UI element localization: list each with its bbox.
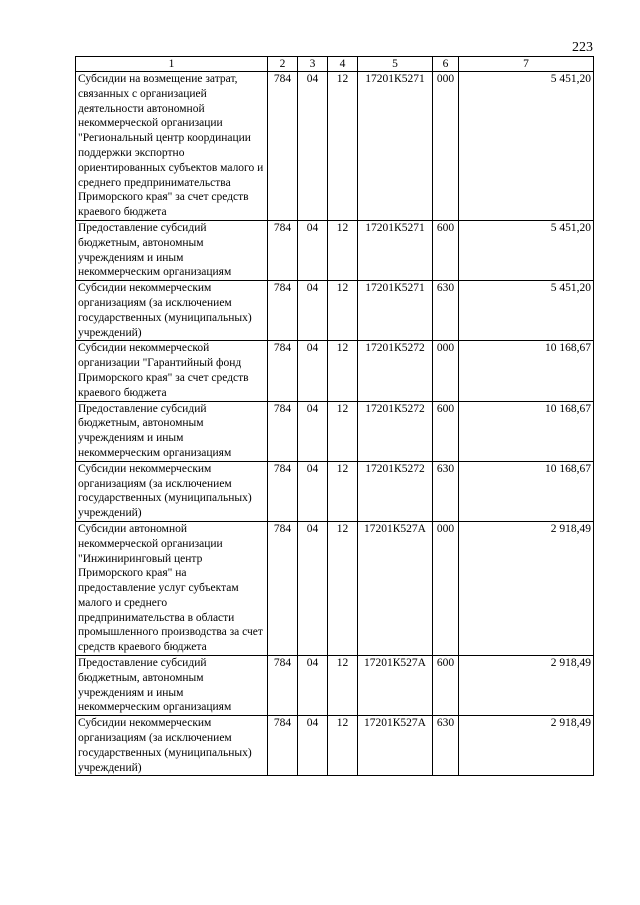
expense-type-code: 600 <box>433 401 459 461</box>
row-description: Предоставление субсидий бюджетным, автономным учреждениям и иным некоммерческим организациям <box>76 656 268 716</box>
section-code: 04 <box>298 401 328 461</box>
amount-value: 10 168,67 <box>459 341 594 401</box>
table-row <box>76 401 594 461</box>
target-article-code: 17201К527А <box>358 656 433 716</box>
amount-value: 5 451,20 <box>459 281 594 341</box>
ministry-code: 784 <box>268 656 298 716</box>
expense-type-code: 630 <box>433 281 459 341</box>
column-header-2: 2 <box>268 57 298 72</box>
subsection-code: 12 <box>328 656 358 716</box>
section-code: 04 <box>298 281 328 341</box>
target-article-code: 17201К5272 <box>358 461 433 521</box>
target-article-code: 17201К5271 <box>358 72 433 221</box>
target-article-code: 17201К5271 <box>358 220 433 280</box>
amount-value: 2 918,49 <box>459 521 594 655</box>
expense-type-code: 630 <box>433 716 459 776</box>
ministry-code: 784 <box>268 220 298 280</box>
subsection-code: 12 <box>328 716 358 776</box>
expense-type-code: 000 <box>433 72 459 221</box>
section-code: 04 <box>298 521 328 655</box>
table-row <box>76 281 594 341</box>
section-code: 04 <box>298 461 328 521</box>
amount-value: 10 168,67 <box>459 461 594 521</box>
ministry-code: 784 <box>268 521 298 655</box>
target-article-code: 17201К5271 <box>358 281 433 341</box>
amount-value: 5 451,20 <box>459 220 594 280</box>
row-description: Субсидии автономной некоммерческой организации "Инжиниринговый центр Приморского края" на предоставление услуг субъектам малого и среднего предпринимательства в области промышленного производства за счет средств краевого бюджета <box>76 521 268 655</box>
section-code: 04 <box>298 220 328 280</box>
budget-table <box>75 56 594 776</box>
row-description: Субсидии некоммерческим организациям (за исключением государственных (муниципальных) учреждений) <box>76 716 268 776</box>
column-header-4: 4 <box>328 57 358 72</box>
subsection-code: 12 <box>328 72 358 221</box>
amount-value: 10 168,67 <box>459 401 594 461</box>
amount-value: 5 451,20 <box>459 72 594 221</box>
subsection-code: 12 <box>328 220 358 280</box>
column-header-6: 6 <box>433 57 459 72</box>
subsection-code: 12 <box>328 341 358 401</box>
expense-type-code: 000 <box>433 341 459 401</box>
column-header-7: 7 <box>459 57 594 72</box>
section-code: 04 <box>298 72 328 221</box>
expense-type-code: 600 <box>433 220 459 280</box>
ministry-code: 784 <box>268 72 298 221</box>
subsection-code: 12 <box>328 521 358 655</box>
table-row <box>76 72 594 221</box>
subsection-code: 12 <box>328 281 358 341</box>
section-code: 04 <box>298 341 328 401</box>
page-number: 223 <box>572 40 593 55</box>
section-code: 04 <box>298 656 328 716</box>
table-header-row <box>76 57 594 72</box>
expense-type-code: 600 <box>433 656 459 716</box>
column-header-3: 3 <box>298 57 328 72</box>
ministry-code: 784 <box>268 716 298 776</box>
target-article-code: 17201К527А <box>358 716 433 776</box>
column-header-1: 1 <box>76 57 268 72</box>
expense-type-code: 000 <box>433 521 459 655</box>
amount-value: 2 918,49 <box>459 716 594 776</box>
table-row <box>76 656 594 716</box>
column-header-5: 5 <box>358 57 433 72</box>
table-row <box>76 461 594 521</box>
row-description: Предоставление субсидий бюджетным, автономным учреждениям и иным некоммерческим организациям <box>76 401 268 461</box>
table-row <box>76 220 594 280</box>
row-description: Предоставление субсидий бюджетным, автономным учреждениям и иным некоммерческим организациям <box>76 220 268 280</box>
row-description: Субсидии некоммерческой организации "Гарантийный фонд Приморского края" за счет средств краевого бюджета <box>76 341 268 401</box>
expense-type-code: 630 <box>433 461 459 521</box>
row-description: Субсидии на возмещение затрат, связанных с организацией деятельности автономной некоммерческой организации "Региональный центр координации поддержки экспортно ориентированных субъектов малого и среднего предпринимательства Приморского края" за счет средств краевого бюджета <box>76 72 268 221</box>
ministry-code: 784 <box>268 401 298 461</box>
subsection-code: 12 <box>328 401 358 461</box>
section-code: 04 <box>298 716 328 776</box>
target-article-code: 17201К5272 <box>358 401 433 461</box>
target-article-code: 17201К527А <box>358 521 433 655</box>
ministry-code: 784 <box>268 281 298 341</box>
table-row <box>76 341 594 401</box>
subsection-code: 12 <box>328 461 358 521</box>
target-article-code: 17201К5272 <box>358 341 433 401</box>
row-description: Субсидии некоммерческим организациям (за исключением государственных (муниципальных) учреждений) <box>76 281 268 341</box>
ministry-code: 784 <box>268 461 298 521</box>
amount-value: 2 918,49 <box>459 656 594 716</box>
ministry-code: 784 <box>268 341 298 401</box>
table-row <box>76 521 594 655</box>
row-description: Субсидии некоммерческим организациям (за исключением государственных (муниципальных) учреждений) <box>76 461 268 521</box>
table-row <box>76 716 594 776</box>
